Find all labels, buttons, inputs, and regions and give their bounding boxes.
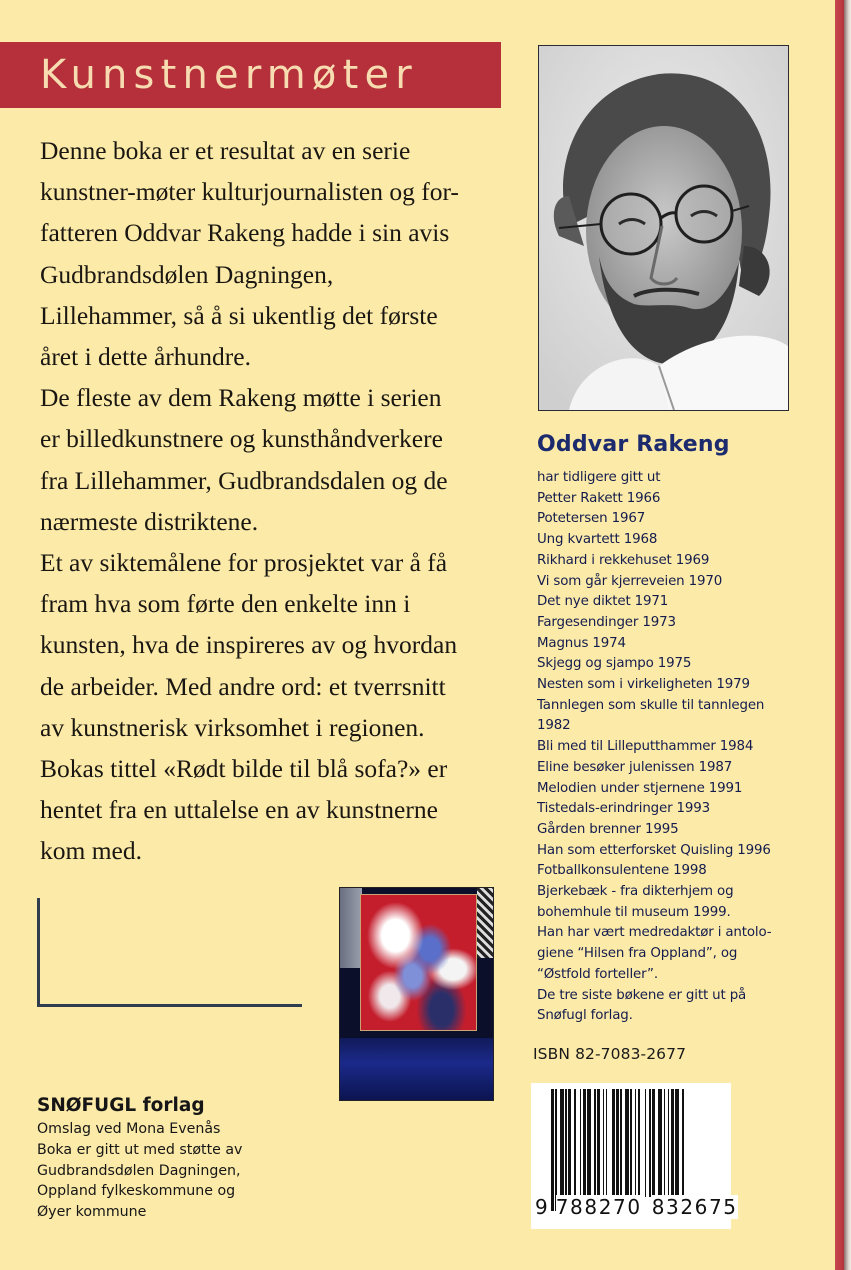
bibliography-line: “Østfold forteller”. [537,966,658,982]
bibliography-line: Vi som går kjerreveien 1970 [537,573,723,589]
blurb-line: de arbeider. Med andre ord: et tverrsnitt [40,671,446,701]
bibliography-line: Bjerkebæk - fra dikterhjem og [537,884,734,900]
bibliography-line: Han som etterforsket Quisling 1996 [537,842,771,858]
bibliography-line: har tidligere gitt ut [537,470,661,485]
bibliography-line: Potetersen 1967 [537,511,646,527]
blurb-line: Et av siktemålene for prosjektet var å få [40,548,448,578]
bibliography-line: Tistedals-erindringer 1993 [537,801,711,817]
bibliography-line: Melodien under stjernene 1991 [537,780,743,796]
bibliography-line: Petter Rakett 1966 [537,490,661,506]
portrait-illustration [539,46,788,410]
publisher-line: Boka er gitt ut med støtte av [37,1141,243,1158]
spine-edge [835,0,844,1270]
blurb-line: er billedkunstnere og kunsthåndverkere [40,424,443,454]
publisher-line: Oppland fylkeskommune og [37,1183,236,1200]
blurb-line: hentet fra en uttalelse en av kunstnerne [40,795,438,825]
bibliography-line: Gården brenner 1995 [537,821,679,837]
blurb-line: av kunstnerisk virksomhet i regionen. [40,712,425,742]
author-bibliography [537,468,797,1027]
bibliography-line: Bli med til Lilleputthammer 1984 [537,739,754,755]
bibliography-line: Skjegg og sjampo 1975 [537,656,692,672]
abstract-painting [360,894,477,1031]
photo-wall [340,888,362,968]
corner-rule-horizontal [37,1004,302,1007]
barcode-digit-group-2: 832675 [651,1195,738,1219]
barcode-digits [535,1195,738,1219]
publisher-name: SNØFUGL forlag [37,1095,205,1116]
bibliography-line: bohemhule til museum 1999. [537,904,731,920]
blurb-line: Denne boka er et resultat av en serie [40,136,411,165]
blurb-line: året i dette århundre. [40,342,251,372]
bibliography-line: giene “Hilsen fra Oppland”, og [537,946,738,962]
bibliography-line: De tre siste bøkene er gitt ut på [537,987,747,1003]
blurb-line: De fleste av dem Rakeng møtte i serien [40,383,442,413]
blue-sofa [340,1038,493,1100]
blurb-line: Bokas tittel «Rødt bilde til blå sofa?» er [40,754,448,784]
corner-rule-vertical [37,898,40,1006]
bibliography-line: Fargesendinger 1973 [537,614,676,630]
bibliography-line: Rikhard i rekkehuset 1969 [537,552,710,568]
photo-patterned-wall [477,888,493,958]
blurb-line: fram hva som førte den enkelte inn i [40,589,411,619]
bibliography-line: Nesten som i virkeligheten 1979 [537,677,750,693]
blurb-line: kom med. [40,836,142,866]
blurb-line: nærmeste distriktene. [40,506,259,536]
blurb-line: fra Lillehammer, Gudbrandsdalen og de [40,465,448,495]
bibliography-line: Snøfugl forlag. [537,1008,633,1024]
barcode-lead-digit: 9 [535,1195,548,1219]
bibliography-line: Magnus 1974 [537,635,626,651]
blurb-line: fatteren Oddvar Rakeng hadde i sin avis [40,218,450,248]
publisher-info [37,1093,337,1223]
barcode-gap [684,1089,685,1197]
bibliography-line: Eline besøker julenissen 1987 [537,759,733,775]
publisher-line: Gudbrandsdølen Dagningen, [37,1162,241,1179]
blurb-line: kunsten, hva de inspireres av og hvordan [40,630,458,660]
author-portrait [538,45,789,411]
blurb-line: Gudbrandsdølen Dagningen, [40,259,334,289]
bibliography-line: Ung kvartett 1968 [537,532,658,548]
author-name: Oddvar Rakeng [537,432,730,457]
book-title: Kunstnermøter [40,52,418,98]
spine-shadow [844,0,851,1270]
title-band [0,42,501,108]
publisher-line: Øyer kommune [37,1204,147,1221]
isbn-barcode [531,1083,738,1229]
blurb-line: Lillehammer, så å si ukentlig det første [40,300,438,330]
bibliography-line: Det nye diktet 1971 [537,594,669,610]
barcode-bars [551,1089,723,1209]
painting-photo [339,887,494,1101]
publisher-line: Omslag ved Mona Evenås [37,1121,221,1137]
bibliography-line: Fotballkonsulentene 1998 [537,863,707,879]
barcode-digit-group-1: 788270 [555,1195,642,1219]
isbn-number: ISBN 82-7083-2677 [533,1045,687,1063]
bibliography-line: 1982 [537,718,571,734]
bibliography-line: Tannlegen som skulle til tannlegen [537,697,765,713]
blurb-line: kunstner-møter kulturjournalisten og for- [40,177,459,207]
blurb [40,130,510,872]
bibliography-line: Han har vært medredaktør i antolo- [537,925,772,941]
